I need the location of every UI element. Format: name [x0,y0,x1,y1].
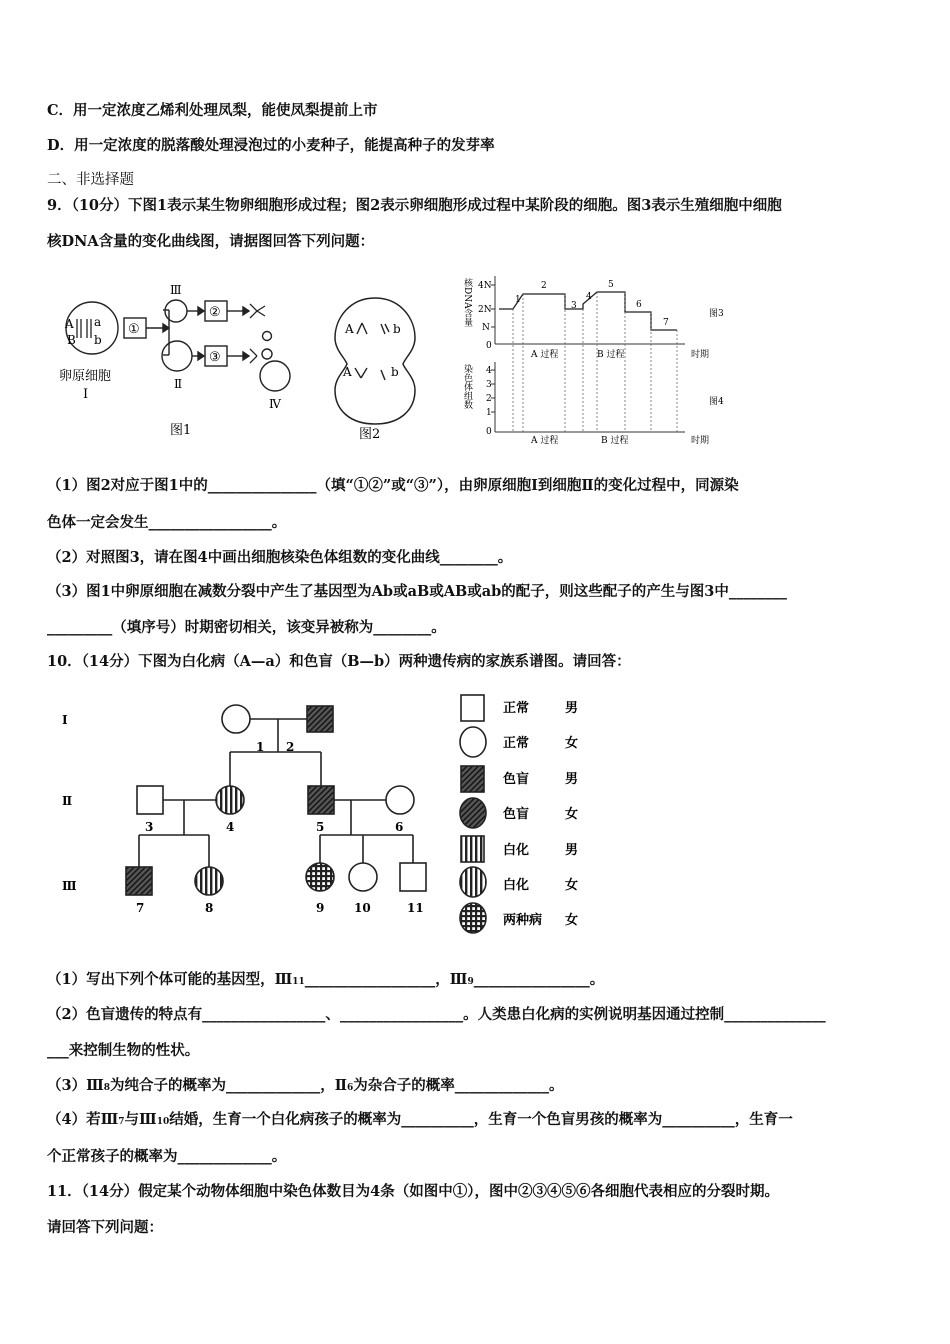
roman-IV: Ⅳ [269,397,281,411]
legend-sex-1: 女 [565,736,579,751]
section-title: 二、非选择题 [47,172,134,188]
legend-label-1: 正常 [503,736,530,751]
legend-sex-5: 女 [565,878,579,893]
q10-sub4-b: 个正常孩子的概率为_____________。 [47,1148,287,1165]
stage-4: 4 [586,292,592,302]
id-1: 1 [256,740,265,754]
fig4-process-A: A 过程 [531,436,559,446]
individual-III7 [126,867,152,895]
roman-I: Ⅰ [83,387,89,402]
figure-1 [55,278,315,448]
roman-III: Ⅲ [170,283,182,297]
id-9: 9 [316,901,325,915]
roman-II: Ⅱ [174,377,183,391]
figure-2 [325,290,425,450]
q10-sub2-a: （2）色盲遗传的特点有_________________、_________________。人类患白化病的实例说明基因通过控制______________ [47,1006,826,1023]
id-10: 10 [354,901,371,915]
q9-sub1-b: 色体一定会发生_________________。 [47,514,287,531]
stage-7: 7 [663,318,669,328]
stage-1: 1 [515,295,521,305]
fig4-tick-4: 4 [486,366,492,376]
id-7: 7 [136,901,145,915]
gene-b: b [94,333,102,347]
individual-II3 [137,786,163,814]
q10-sub4-sub1: 7 [118,1117,125,1127]
gen-I: Ⅰ [62,713,68,727]
fig4-tick-2: 2 [486,394,492,404]
q10-sub3 [47,1076,564,1098]
q10-sub3-mid: 为纯合子的概率为_____________，Ⅱ [110,1077,347,1094]
individual-III10 [349,863,377,891]
fig3-ylabel: 核DNA含量 [462,278,472,327]
legend-label-6: 两种病 [503,913,543,928]
q10-sub1-mid: __________________，Ⅲ [304,971,468,988]
fig2-gene-b: b [393,322,401,336]
q10-sub3-end: 为杂合子的概率_____________。 [353,1077,564,1094]
label-1: ① [128,322,140,337]
q10-sub1 [47,970,604,992]
fig3-tick-2N: 2N [478,305,492,315]
figure-1-caption: 图1 [170,423,192,438]
id-11: 11 [407,901,424,915]
egg-cell-IV [260,361,290,391]
q9-sub3-a: （3）图1中卵原细胞在减数分裂中产生了基因型为Ab或aB或AB或ab的配子，则这些配子的产生与图3中________ [47,583,787,600]
id-5: 5 [316,820,325,834]
gene-A: A [65,317,74,331]
q9-sub1-a: （1）图2对应于图1中的_______________（填“①②”或“③”），由卵原细胞Ⅰ到细胞Ⅱ的变化过程中，同源染 [47,477,739,494]
figure-3-4 [455,266,745,451]
q10-sub3-sub2: 6 [347,1083,354,1093]
fig2-gene-b2: b [391,365,399,379]
fig3-process-B: B 过程 [597,350,625,360]
individual-II5 [308,786,334,814]
individual-I1 [222,705,250,733]
legend-sex-6: 女 [565,913,579,928]
stage-2: 2 [541,281,547,291]
id-4: 4 [226,820,235,834]
legend-colorblind-female [460,798,486,828]
fig4-tick-3: 3 [486,380,492,390]
gen-III: Ⅲ [62,879,77,893]
legend-colorblind-male [461,766,484,792]
legend-albino-male [461,836,484,862]
id-8: 8 [205,901,214,915]
individual-III8 [195,867,223,895]
fig3-tick-N: N [482,323,490,333]
cell-II [162,341,192,371]
q10-stem: 10．（14分）下图为白化病（A—a）和色盲（B—b）两种遗传病的家族系谱图。请回答： [47,653,631,670]
q10-sub1-sub2: 9 [467,977,474,987]
legend-sex-4: 男 [565,843,579,858]
q10-sub4-sub2: 10 [156,1117,170,1127]
q9-line1: 9．（10分）下图1表示某生物卵细胞形成过程；图2表示卵细胞形成过程中某阶段的细胞。图3表示生殖细胞中细胞 [47,197,782,214]
q10-sub4-end: 结婚，生育一个白化病孩子的概率为__________，生育一个色盲男孩的概率为__________，生育一 [169,1111,793,1128]
fig4-xlabel: 时期 [691,436,710,446]
individual-I2 [307,706,333,732]
q9-sub2: （2）对照图3，请在图4中画出细胞核染色体组数的变化曲线________。 [47,549,513,566]
fig4-tick-1: 1 [486,408,492,418]
q11-line2: 请回答下列问题： [47,1219,163,1236]
fig2-gene-A: A [345,322,354,336]
fig4-tick-0: 0 [486,427,492,437]
oogonium-label: 卵原细胞 [59,369,112,384]
legend-label-4: 白化 [503,843,530,858]
q10-sub4-a [47,1110,793,1132]
legend-label-0: 正常 [503,701,530,716]
stage-3: 3 [571,301,577,311]
q11-line1: 11．（14分）假定某个动物体细胞中染色体数目为4条（如图中①），图中②③④⑤⑥各细胞代表相应的分裂时期。 [47,1183,779,1200]
legend-label-2: 色盲 [503,772,530,787]
fig4-ylabel: 染色体组数 [462,364,472,409]
figure-2-caption: 图2 [359,427,381,442]
stage-6: 6 [636,300,642,310]
fig3-tick-4N: 4N [478,281,492,291]
individual-II4 [216,786,244,814]
figure-4-caption: 图4 [709,397,724,407]
id-2: 2 [286,740,295,754]
fig4-process-B: B 过程 [601,436,629,446]
q10-sub3-sub1: 8 [103,1083,111,1093]
legend-normal-male [461,695,484,721]
figure-3-caption: 图3 [709,309,724,319]
gene-a: a [94,315,102,329]
individual-III9 [306,863,334,891]
legend-sex-0: 男 [565,701,579,716]
fig2-gene-A2: A [343,365,352,379]
legend-albino-female [460,867,486,897]
gen-II: Ⅱ [62,794,73,808]
label-3: ③ [209,350,221,365]
legend-label-5: 白化 [503,878,530,893]
legend-sex-3: 女 [565,807,579,822]
q10-sub1-pre: （1）写出下列个体可能的基因型，Ⅲ [47,971,293,988]
legend-label-3: 色盲 [503,807,530,822]
q9-line2: 核DNA含量的变化曲线图，请据图回答下列问题： [47,233,375,250]
option-d: D．用一定浓度的脱落酸处理浸泡过的小麦种子，能提高种子的发芽率 [47,137,495,154]
individual-II6 [386,786,414,814]
option-c: C．用一定浓度乙烯利处理凤梨，能使凤梨提前上市 [47,102,378,119]
legend-both-female [460,903,486,933]
q10-sub3-pre: （3）Ⅲ [47,1077,104,1094]
legend-sex-2: 男 [565,772,579,787]
q10-sub1-end: ________________。 [473,971,605,988]
legend-normal-female [460,727,486,757]
label-2: ② [209,305,221,320]
id-3: 3 [145,820,154,834]
q10-sub4-pre: （4）若Ⅲ [47,1111,119,1128]
individual-III11 [400,863,426,891]
fig3-process-A: A 过程 [531,350,559,360]
fig3-tick-0: 0 [486,341,492,351]
q10-sub1-sub1: 11 [292,977,305,987]
q10-sub2-b: ___来控制生物的性状。 [47,1042,200,1059]
id-6: 6 [395,820,404,834]
fig3-xlabel: 时期 [691,350,710,360]
pedigree-chart [50,690,610,940]
q10-sub4-mid: 与Ⅲ [124,1111,157,1128]
gene-B: B [67,333,76,347]
q9-sub3-b: _________（填序号）时期密切相关，该变异被称为________。 [47,619,446,636]
stage-5: 5 [608,280,614,290]
